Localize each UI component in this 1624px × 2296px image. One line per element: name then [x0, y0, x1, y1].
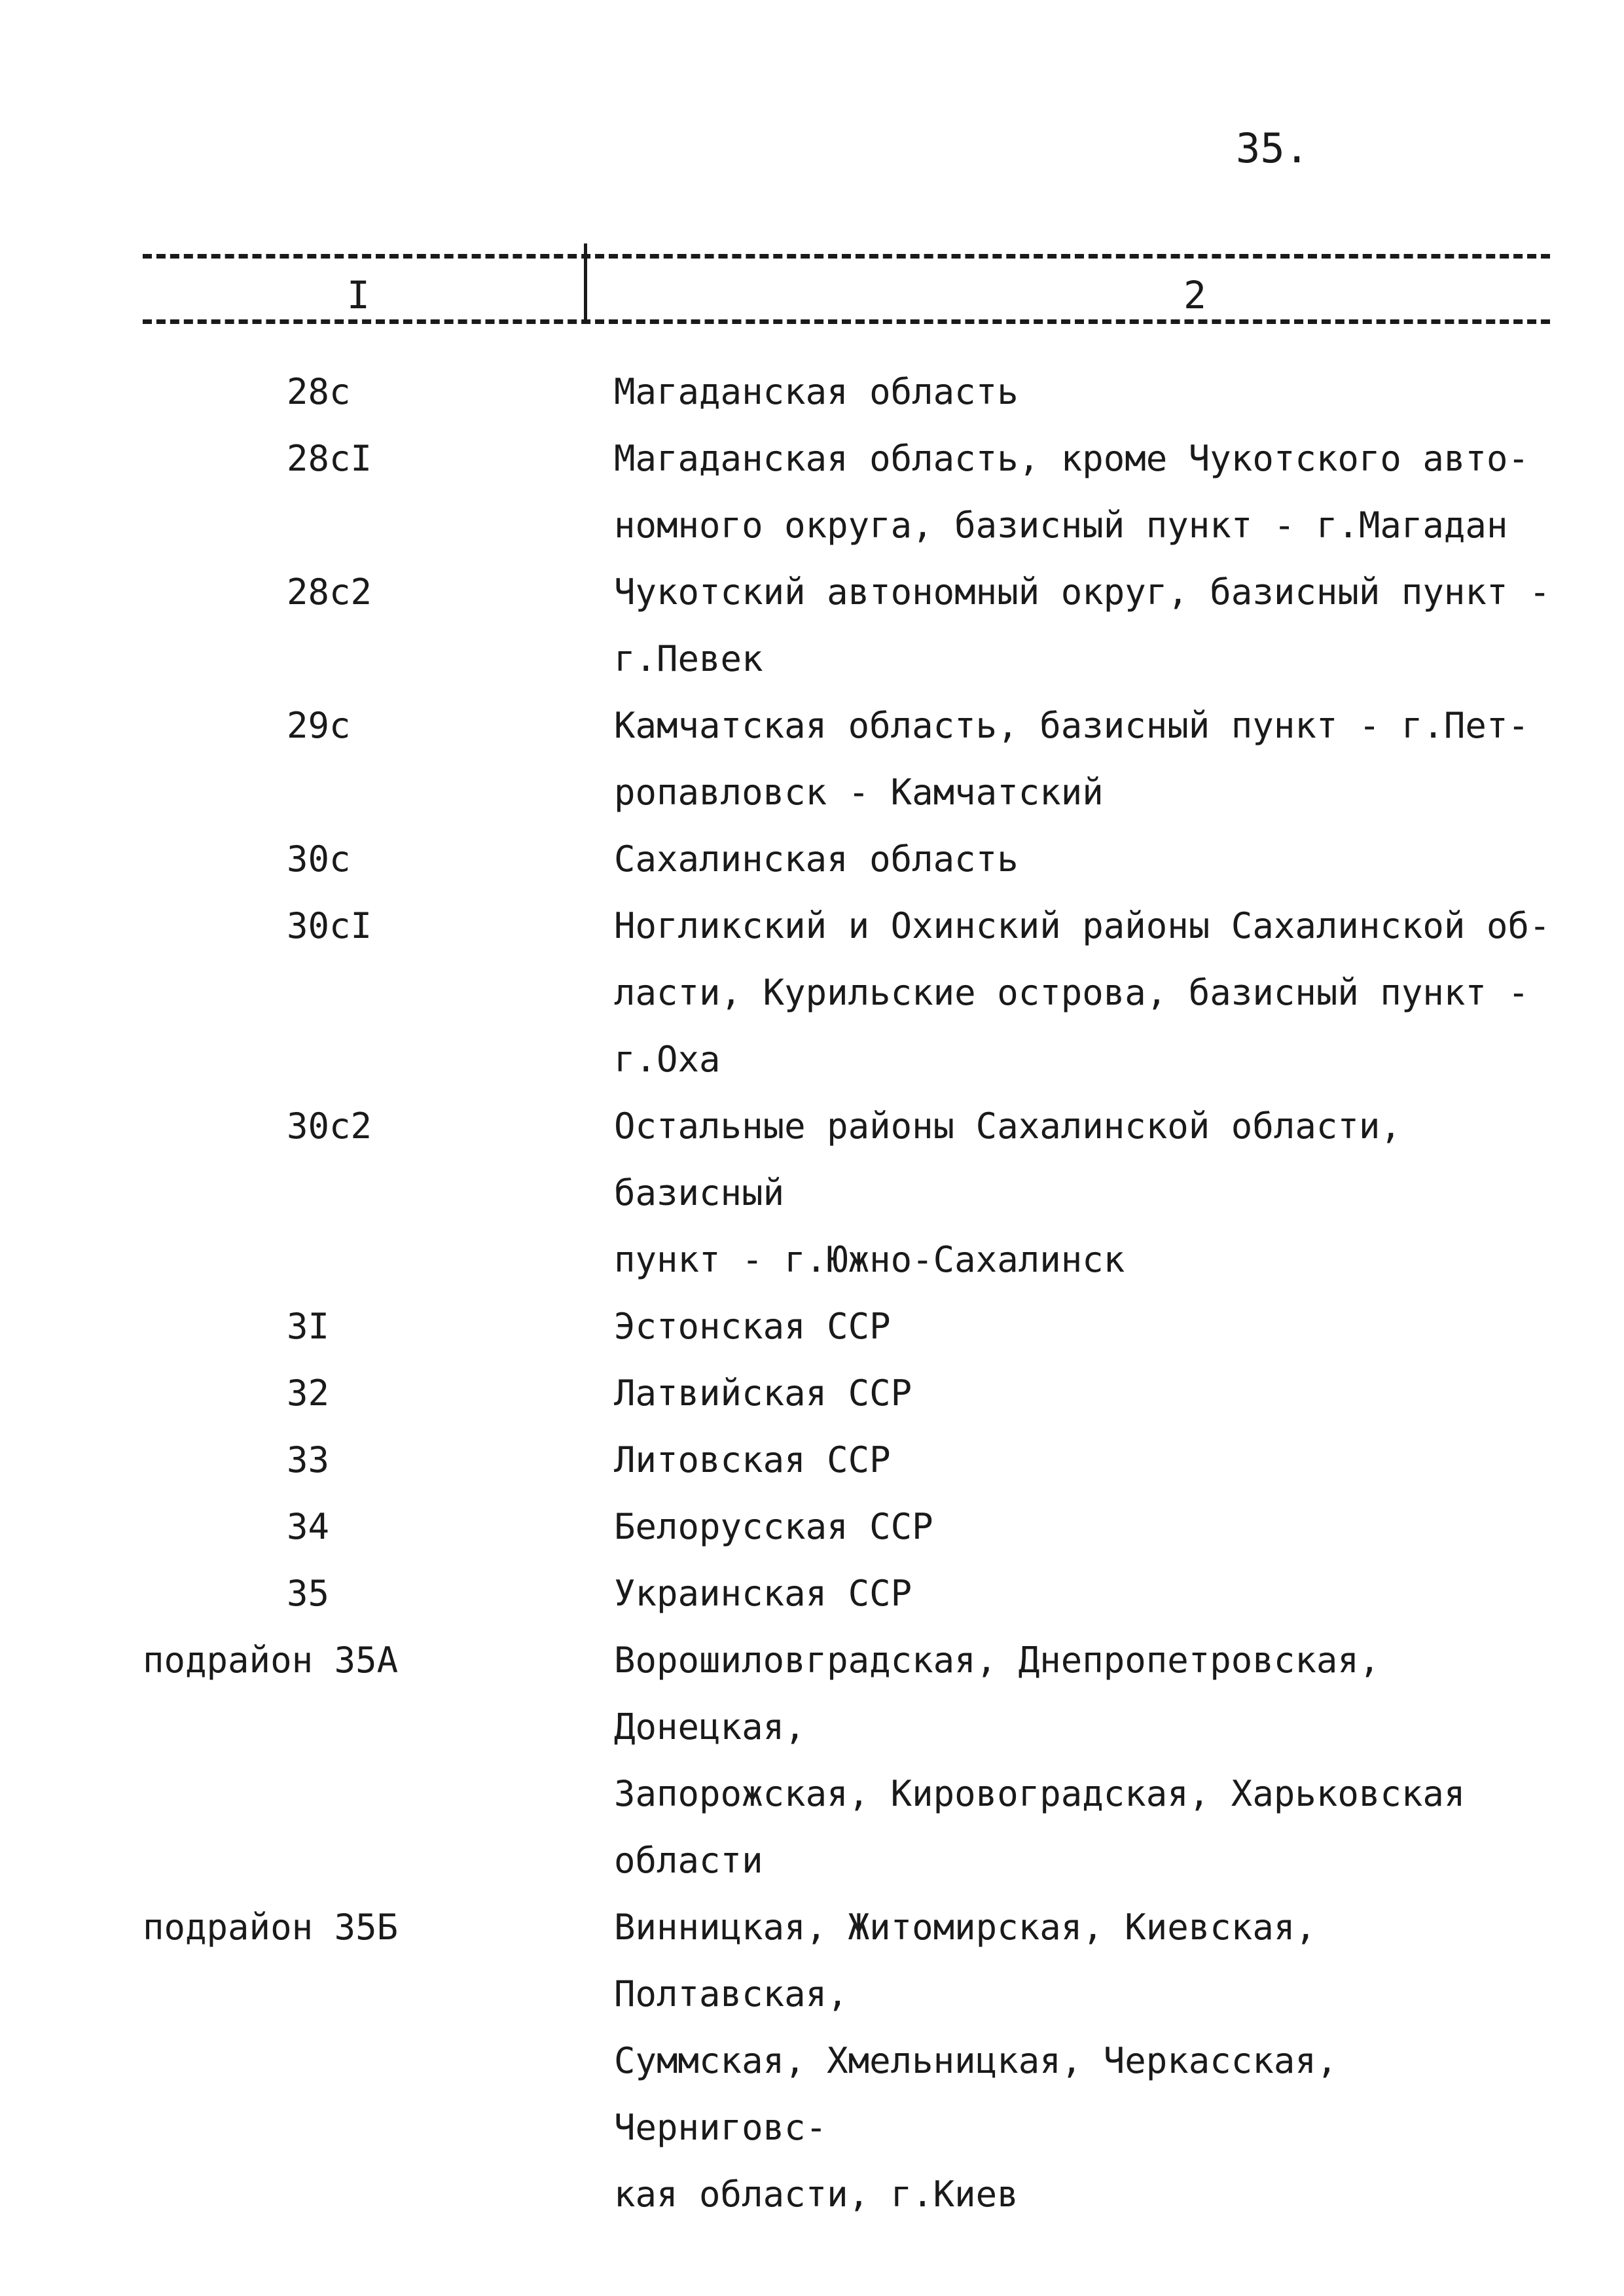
row-description: Магаданская область [614, 371, 1019, 412]
row-description: Сахалинская область [614, 838, 1019, 880]
row-description: Ногликский и Охинский районы Сахалинской об- ласти, Курильские острова, базисный пункт - г.Оха [614, 905, 1551, 1080]
page-number: 35. [1236, 124, 1309, 172]
row-description: Винницкая, Житомирская, Киевская, Полтавская, Суммская, Хмельницкая, Черкасская, Черниговс- кая области, г.Киев [614, 1907, 1338, 2215]
table-row [0, 1494, 1624, 1560]
row-code: 33 [287, 1439, 330, 1480]
row-code: 34 [287, 1506, 330, 1547]
row-code: 30c [287, 838, 351, 880]
table-row [0, 1894, 1624, 2228]
table-row [0, 559, 1624, 692]
row-code: 28c [287, 371, 351, 412]
column-header-1: I [347, 273, 370, 317]
table-row [0, 1093, 1624, 1293]
row-description: Латвийская ССР [614, 1372, 912, 1414]
row-code: 3I [287, 1306, 330, 1347]
column-header-2: 2 [1183, 273, 1206, 317]
row-description: Магаданская область, кроме Чукотского авто- номного округа, базисный пункт - г.Магадан [614, 438, 1529, 546]
row-description: Остальные районы Сахалинской области, базисный пункт - г.Южно-Сахалинск [614, 1105, 1401, 1280]
table-row [0, 1360, 1624, 1427]
table-row [0, 1293, 1624, 1360]
table-row [0, 1627, 1624, 1894]
table-row [0, 425, 1624, 559]
header-rule-top [143, 254, 1550, 259]
row-code: 28cI [287, 438, 372, 479]
column-divider [584, 243, 587, 323]
row-description: Ворошиловградская, Днепропетровская, Донецкая, Запорожская, Кировоградская, Харьковская области [614, 1640, 1466, 1881]
row-code: подрайон 35Б [143, 1907, 399, 1948]
row-code: 32 [287, 1372, 330, 1414]
row-code: 35 [287, 1573, 330, 1614]
row-description: Украинская ССР [614, 1573, 912, 1614]
table-row [0, 692, 1624, 826]
row-description: Камчатская область, базисный пункт - г.Пет- ропавловск - Камчатский [614, 705, 1529, 813]
table-row [0, 359, 1624, 425]
row-code: 30c2 [287, 1105, 372, 1147]
row-code: подрайон 35А [143, 1640, 399, 1681]
row-description: Эстонская ССР [614, 1306, 891, 1347]
table-row [0, 893, 1624, 1093]
header-rule-bottom [143, 319, 1550, 324]
row-description: Белорусская ССР [614, 1506, 933, 1547]
table-row [0, 1427, 1624, 1494]
row-code: 29c [287, 705, 351, 746]
row-code: 30cI [287, 905, 372, 946]
table-row [0, 826, 1624, 893]
table-row [0, 1560, 1624, 1627]
row-description: Литовская ССР [614, 1439, 891, 1480]
row-code: 28c2 [287, 571, 372, 613]
row-description: Чукотский автономный округ, базисный пункт - г.Певек [614, 571, 1551, 679]
table-body [0, 359, 1624, 2228]
